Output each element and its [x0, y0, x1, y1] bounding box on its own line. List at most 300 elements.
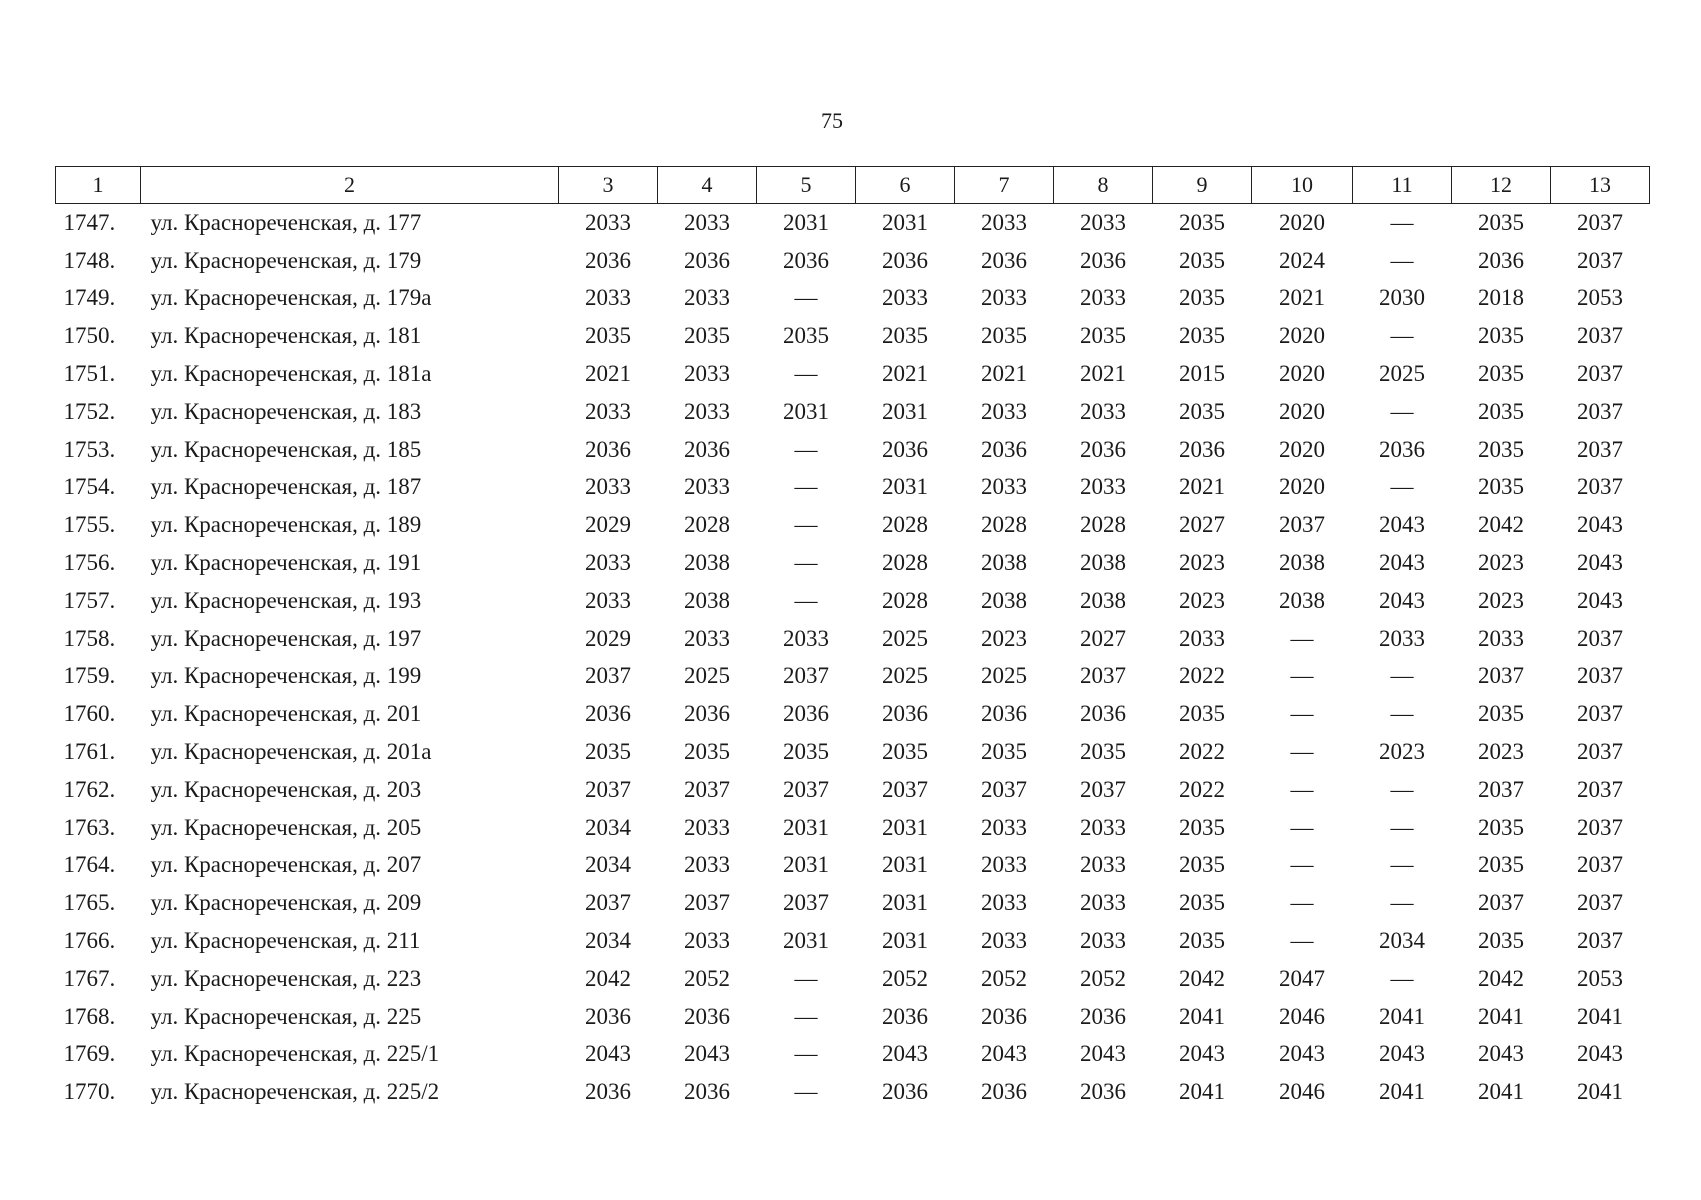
year-cell-col-4: 2033	[684, 852, 730, 878]
year-cell-col-7: 2033	[981, 814, 1027, 840]
year-cell-col-13: 2043	[1577, 1041, 1623, 1067]
year-cell-col-4: 2033	[684, 814, 730, 840]
year-cell-col-3: 2034	[585, 928, 631, 954]
year-cell-col-3: 2035	[585, 323, 631, 349]
row-number: 1762.	[63, 776, 116, 802]
table-row	[56, 922, 1650, 960]
year-cell-col-7: 2033	[981, 890, 1027, 916]
year-cell-col-11: 2034	[1379, 928, 1425, 954]
year-cell-col-5: 2031	[783, 398, 829, 424]
year-cell-col-8: 2052	[1080, 965, 1126, 991]
year-cell-col-6: 2036	[882, 701, 928, 727]
address-cell: ул. Краснореченская, д. 225/2	[150, 1079, 440, 1105]
column-header-10: 10	[1252, 167, 1353, 204]
year-cell-col-8: 2021	[1080, 361, 1126, 387]
year-cell-col-4: 2035	[684, 323, 730, 349]
year-cell-col-12: 2035	[1478, 928, 1524, 954]
year-cell-col-10: 2021	[1279, 285, 1325, 311]
address-cell: ул. Краснореченская, д. 187	[150, 474, 422, 500]
year-cell-col-7: 2035	[981, 739, 1027, 765]
year-cell-col-6: 2036	[882, 1079, 928, 1105]
year-cell-col-6: 2028	[882, 550, 928, 576]
year-cell-col-4: 2037	[684, 890, 730, 916]
year-cell-col-9: 2035	[1179, 928, 1225, 954]
row-number: 1767.	[63, 965, 116, 991]
year-cell-col-6: 2021	[882, 361, 928, 387]
year-cell-col-3: 2035	[585, 739, 631, 765]
year-cell-col-11: 2041	[1379, 1003, 1425, 1029]
year-cell-col-5: —	[794, 436, 818, 462]
year-cell-col-13: 2041	[1577, 1003, 1623, 1029]
row-number: 1758.	[63, 625, 116, 651]
address-cell: ул. Краснореченская, д. 191	[150, 550, 422, 576]
year-cell-col-11: 2030	[1379, 285, 1425, 311]
year-cell-col-7: 2036	[981, 701, 1027, 727]
page-number: 75	[821, 108, 843, 133]
year-cell-col-3: 2029	[585, 512, 631, 538]
year-cell-col-8: 2035	[1080, 323, 1126, 349]
year-cell-col-7: 2021	[981, 361, 1027, 387]
year-cell-col-3: 2042	[585, 965, 631, 991]
year-cell-col-3: 2037	[585, 663, 631, 689]
year-cell-col-7: 2043	[981, 1041, 1027, 1067]
address-cell: ул. Краснореченская, д. 223	[150, 965, 422, 991]
year-cell-col-6: 2028	[882, 512, 928, 538]
year-cell-col-4: 2033	[684, 928, 730, 954]
year-cell-col-10: —	[1290, 625, 1314, 651]
year-cell-col-13: 2037	[1577, 209, 1623, 235]
table-row	[56, 620, 1650, 658]
year-cell-col-5: 2037	[783, 663, 829, 689]
year-cell-col-9: 2035	[1179, 890, 1225, 916]
year-cell-col-3: 2033	[585, 587, 631, 613]
year-cell-col-5: 2031	[783, 852, 829, 878]
row-number: 1751.	[63, 361, 116, 387]
year-cell-col-6: 2028	[882, 587, 928, 613]
year-cell-col-11: 2043	[1379, 1041, 1425, 1067]
year-cell-col-11: —	[1390, 398, 1414, 424]
row-number: 1759.	[63, 663, 116, 689]
year-cell-col-10: 2037	[1279, 512, 1325, 538]
header-row	[56, 167, 1650, 204]
row-number: 1761.	[63, 739, 116, 765]
address-cell: ул. Краснореченская, д. 197	[150, 625, 422, 651]
year-cell-col-8: 2038	[1080, 587, 1126, 613]
year-cell-col-3: 2036	[585, 1079, 631, 1105]
year-cell-col-12: 2037	[1478, 890, 1524, 916]
address-cell: ул. Краснореченская, д. 205	[150, 814, 422, 840]
year-cell-col-10: 2020	[1279, 436, 1325, 462]
year-cell-col-11: —	[1390, 965, 1414, 991]
year-cell-col-7: 2023	[981, 625, 1027, 651]
row-number: 1760.	[63, 701, 116, 727]
year-cell-col-13: 2037	[1577, 398, 1623, 424]
year-cell-col-3: 2043	[585, 1041, 631, 1067]
year-cell-col-12: 2043	[1478, 1041, 1524, 1067]
year-cell-col-9: 2035	[1179, 814, 1225, 840]
year-cell-col-8: 2027	[1080, 625, 1126, 651]
year-cell-col-4: 2036	[684, 436, 730, 462]
address-cell: ул. Краснореченская, д. 179	[150, 247, 422, 273]
year-cell-col-7: 2052	[981, 965, 1027, 991]
year-cell-col-13: 2037	[1577, 323, 1623, 349]
year-cell-col-6: 2035	[882, 739, 928, 765]
year-cell-col-8: 2036	[1080, 247, 1126, 273]
year-cell-col-7: 2033	[981, 928, 1027, 954]
year-cell-col-8: 2028	[1080, 512, 1126, 538]
year-cell-col-10: 2046	[1279, 1079, 1325, 1105]
row-number: 1748.	[63, 247, 116, 273]
year-cell-col-10: 2020	[1279, 474, 1325, 500]
column-header-6: 6	[856, 167, 955, 204]
row-number: 1752.	[63, 398, 116, 424]
year-cell-col-11: —	[1390, 663, 1414, 689]
row-number: 1755.	[63, 512, 116, 538]
year-cell-col-5: 2037	[783, 776, 829, 802]
year-cell-col-7: 2036	[981, 1079, 1027, 1105]
year-cell-col-12: 2035	[1478, 398, 1524, 424]
table-row	[56, 393, 1650, 431]
year-cell-col-9: 2033	[1179, 625, 1225, 651]
address-cell: ул. Краснореченская, д. 201а	[150, 739, 432, 765]
year-cell-col-10: 2020	[1279, 323, 1325, 349]
table-row	[56, 544, 1650, 582]
table-row	[56, 809, 1650, 847]
table-row	[56, 960, 1650, 998]
year-cell-col-12: 2035	[1478, 209, 1524, 235]
year-cell-col-3: 2034	[585, 814, 631, 840]
year-cell-col-9: 2036	[1179, 436, 1225, 462]
year-cell-col-9: 2023	[1179, 587, 1225, 613]
year-cell-col-12: 2042	[1478, 512, 1524, 538]
table-row	[56, 280, 1650, 318]
year-cell-col-4: 2033	[684, 285, 730, 311]
year-cell-col-13: 2037	[1577, 814, 1623, 840]
year-cell-col-4: 2036	[684, 701, 730, 727]
year-cell-col-8: 2043	[1080, 1041, 1126, 1067]
table-row	[56, 506, 1650, 544]
year-cell-col-5: —	[794, 965, 818, 991]
year-cell-col-5: —	[794, 361, 818, 387]
year-cell-col-11: —	[1390, 247, 1414, 273]
year-cell-col-13: 2043	[1577, 550, 1623, 576]
table-row	[56, 733, 1650, 771]
row-number: 1756.	[63, 550, 116, 576]
year-cell-col-10: 2043	[1279, 1041, 1325, 1067]
year-cell-col-8: 2038	[1080, 550, 1126, 576]
year-cell-col-11: 2041	[1379, 1079, 1425, 1105]
address-cell: ул. Краснореченская, д. 185	[150, 436, 422, 462]
row-number: 1753.	[63, 436, 116, 462]
year-cell-col-4: 2036	[684, 247, 730, 273]
column-header-3: 3	[559, 167, 658, 204]
year-cell-col-12: 2035	[1478, 852, 1524, 878]
year-cell-col-8: 2033	[1080, 928, 1126, 954]
column-header-7: 7	[955, 167, 1054, 204]
year-cell-col-3: 2034	[585, 852, 631, 878]
year-cell-col-5: 2036	[783, 701, 829, 727]
year-cell-col-10: 2038	[1279, 550, 1325, 576]
year-cell-col-10: 2047	[1279, 965, 1325, 991]
year-cell-col-9: 2041	[1179, 1003, 1225, 1029]
year-cell-col-8: 2036	[1080, 701, 1126, 727]
year-cell-col-11: —	[1390, 474, 1414, 500]
year-cell-col-5: 2031	[783, 928, 829, 954]
year-cell-col-6: 2031	[882, 209, 928, 235]
year-cell-col-10: —	[1290, 814, 1314, 840]
year-cell-col-6: 2025	[882, 663, 928, 689]
year-cell-col-11: —	[1390, 776, 1414, 802]
column-header-13: 13	[1551, 167, 1650, 204]
year-cell-col-12: 2037	[1478, 663, 1524, 689]
year-cell-col-5: —	[794, 1003, 818, 1029]
year-cell-col-5: 2036	[783, 247, 829, 273]
year-cell-col-3: 2029	[585, 625, 631, 651]
year-cell-col-10: —	[1290, 928, 1314, 954]
table-row	[56, 1073, 1650, 1111]
year-cell-col-5: 2031	[783, 814, 829, 840]
year-cell-col-7: 2037	[981, 776, 1027, 802]
year-cell-col-5: —	[794, 285, 818, 311]
row-number: 1754.	[63, 474, 116, 500]
address-cell: ул. Краснореченская, д. 193	[150, 587, 422, 613]
address-cell: ул. Краснореченская, д. 183	[150, 398, 422, 424]
year-cell-col-12: 2035	[1478, 474, 1524, 500]
year-cell-col-7: 2033	[981, 285, 1027, 311]
year-cell-col-13: 2041	[1577, 1079, 1623, 1105]
year-cell-col-5: 2035	[783, 323, 829, 349]
year-cell-col-3: 2033	[585, 474, 631, 500]
year-cell-col-7: 2036	[981, 436, 1027, 462]
year-cell-col-5: —	[794, 474, 818, 500]
year-cell-col-6: 2035	[882, 323, 928, 349]
year-cell-col-5: 2035	[783, 739, 829, 765]
year-cell-col-8: 2035	[1080, 739, 1126, 765]
year-cell-col-8: 2033	[1080, 890, 1126, 916]
year-cell-col-13: 2037	[1577, 625, 1623, 651]
table-row	[56, 771, 1650, 809]
year-cell-col-9: 2035	[1179, 701, 1225, 727]
year-cell-col-3: 2036	[585, 436, 631, 462]
year-cell-col-5: —	[794, 550, 818, 576]
year-cell-col-10: —	[1290, 852, 1314, 878]
year-cell-col-7: 2033	[981, 209, 1027, 235]
row-number: 1763.	[63, 814, 116, 840]
year-cell-col-9: 2022	[1179, 776, 1225, 802]
year-cell-col-4: 2033	[684, 398, 730, 424]
address-cell: ул. Краснореченская, д. 189	[150, 512, 422, 538]
year-cell-col-12: 2035	[1478, 814, 1524, 840]
year-cell-col-6: 2031	[882, 398, 928, 424]
year-cell-col-13: 2037	[1577, 776, 1623, 802]
year-cell-col-6: 2036	[882, 1003, 928, 1029]
address-cell: ул. Краснореченская, д. 203	[150, 776, 422, 802]
address-cell: ул. Краснореченская, д. 181	[150, 323, 422, 349]
year-cell-col-7: 2038	[981, 550, 1027, 576]
year-cell-col-12: 2036	[1478, 247, 1524, 273]
year-cell-col-11: —	[1390, 890, 1414, 916]
year-cell-col-6: 2031	[882, 928, 928, 954]
year-cell-col-4: 2025	[684, 663, 730, 689]
year-cell-col-13: 2053	[1577, 965, 1623, 991]
year-cell-col-6: 2031	[882, 890, 928, 916]
year-cell-col-8: 2036	[1080, 436, 1126, 462]
year-cell-col-3: 2033	[585, 550, 631, 576]
address-cell: ул. Краснореченская, д. 181а	[150, 361, 432, 387]
year-cell-col-4: 2028	[684, 512, 730, 538]
table-row	[56, 884, 1650, 922]
year-cell-col-13: 2037	[1577, 739, 1623, 765]
year-cell-col-11: 2043	[1379, 550, 1425, 576]
row-number: 1757.	[63, 587, 116, 613]
year-cell-col-3: 2021	[585, 361, 631, 387]
year-cell-col-10: —	[1290, 739, 1314, 765]
year-cell-col-3: 2036	[585, 247, 631, 273]
year-cell-col-3: 2036	[585, 701, 631, 727]
year-cell-col-13: 2037	[1577, 890, 1623, 916]
year-cell-col-12: 2042	[1478, 965, 1524, 991]
table-row	[56, 658, 1650, 696]
year-cell-col-12: 2037	[1478, 776, 1524, 802]
year-cell-col-4: 2036	[684, 1079, 730, 1105]
year-cell-col-8: 2033	[1080, 474, 1126, 500]
column-header-5: 5	[757, 167, 856, 204]
year-cell-col-4: 2033	[684, 474, 730, 500]
table-row	[56, 469, 1650, 507]
year-cell-col-13: 2037	[1577, 701, 1623, 727]
address-cell: ул. Краснореченская, д. 177	[150, 209, 422, 235]
year-cell-col-9: 2022	[1179, 739, 1225, 765]
year-cell-col-13: 2037	[1577, 928, 1623, 954]
year-cell-col-10: —	[1290, 776, 1314, 802]
year-cell-col-10: 2020	[1279, 361, 1325, 387]
year-cell-col-6: 2025	[882, 625, 928, 651]
year-cell-col-8: 2033	[1080, 852, 1126, 878]
year-cell-col-11: —	[1390, 701, 1414, 727]
table-row	[56, 317, 1650, 355]
year-cell-col-8: 2033	[1080, 398, 1126, 424]
year-cell-col-7: 2025	[981, 663, 1027, 689]
year-cell-col-4: 2033	[684, 625, 730, 651]
table-row	[56, 847, 1650, 885]
year-cell-col-7: 2036	[981, 1003, 1027, 1029]
address-cell: ул. Краснореченская, д. 199	[150, 663, 422, 689]
table-row	[56, 582, 1650, 620]
year-cell-col-9: 2035	[1179, 285, 1225, 311]
year-cell-col-9: 2035	[1179, 247, 1225, 273]
year-cell-col-12: 2033	[1478, 625, 1524, 651]
year-cell-col-9: 2035	[1179, 852, 1225, 878]
address-cell: ул. Краснореченская, д. 209	[150, 890, 422, 916]
year-cell-col-13: 2053	[1577, 285, 1623, 311]
address-cell: ул. Краснореченская, д. 179а	[150, 285, 432, 311]
year-cell-col-9: 2023	[1179, 550, 1225, 576]
year-cell-col-11: —	[1390, 323, 1414, 349]
year-cell-col-7: 2028	[981, 512, 1027, 538]
year-cell-col-9: 2042	[1179, 965, 1225, 991]
year-cell-col-7: 2033	[981, 852, 1027, 878]
year-cell-col-13: 2037	[1577, 436, 1623, 462]
year-cell-col-5: 2031	[783, 209, 829, 235]
row-number: 1750.	[63, 323, 116, 349]
year-cell-col-9: 2035	[1179, 209, 1225, 235]
table-row	[56, 998, 1650, 1036]
year-cell-col-5: 2033	[783, 625, 829, 651]
column-header-2: 2	[141, 167, 559, 204]
year-cell-col-11: —	[1390, 852, 1414, 878]
year-cell-col-10: 2020	[1279, 398, 1325, 424]
year-cell-col-3: 2037	[585, 776, 631, 802]
year-cell-col-10: 2020	[1279, 209, 1325, 235]
year-cell-col-6: 2036	[882, 436, 928, 462]
year-cell-col-5: —	[794, 512, 818, 538]
column-header-12: 12	[1452, 167, 1551, 204]
row-number: 1770.	[63, 1079, 116, 1105]
year-cell-col-10: 2038	[1279, 587, 1325, 613]
year-cell-col-12: 2035	[1478, 701, 1524, 727]
year-cell-col-13: 2037	[1577, 663, 1623, 689]
year-cell-col-9: 2041	[1179, 1079, 1225, 1105]
year-cell-col-7: 2035	[981, 323, 1027, 349]
year-cell-col-11: 2033	[1379, 625, 1425, 651]
year-cell-col-12: 2041	[1478, 1003, 1524, 1029]
year-cell-col-10: 2046	[1279, 1003, 1325, 1029]
column-header-8: 8	[1054, 167, 1153, 204]
address-cell: ул. Краснореченская, д. 201	[150, 701, 422, 727]
year-cell-col-4: 2036	[684, 1003, 730, 1029]
year-cell-col-6: 2037	[882, 776, 928, 802]
year-cell-col-12: 2035	[1478, 436, 1524, 462]
column-header-4: 4	[658, 167, 757, 204]
year-cell-col-8: 2037	[1080, 663, 1126, 689]
column-header-1: 1	[56, 167, 141, 204]
column-header-9: 9	[1153, 167, 1252, 204]
year-cell-col-11: 2036	[1379, 436, 1425, 462]
year-cell-col-13: 2037	[1577, 247, 1623, 273]
year-cell-col-4: 2038	[684, 550, 730, 576]
year-cell-col-6: 2031	[882, 474, 928, 500]
year-cell-col-9: 2043	[1179, 1041, 1225, 1067]
year-cell-col-3: 2033	[585, 209, 631, 235]
year-cell-col-12: 2035	[1478, 323, 1524, 349]
year-cell-col-4: 2052	[684, 965, 730, 991]
year-cell-col-6: 2036	[882, 247, 928, 273]
year-cell-col-12: 2041	[1478, 1079, 1524, 1105]
column-header-11: 11	[1353, 167, 1452, 204]
address-cell: ул. Краснореченская, д. 225	[150, 1003, 422, 1029]
row-number: 1764.	[63, 852, 116, 878]
year-cell-col-13: 2037	[1577, 852, 1623, 878]
year-cell-col-12: 2023	[1478, 587, 1524, 613]
table-row	[56, 1036, 1650, 1074]
address-cell: ул. Краснореченская, д. 207	[150, 852, 422, 878]
year-cell-col-10: 2024	[1279, 247, 1325, 273]
table-row	[56, 695, 1650, 733]
address-cell: ул. Краснореченская, д. 211	[150, 928, 421, 954]
year-cell-col-9: 2022	[1179, 663, 1225, 689]
year-cell-col-11: 2043	[1379, 512, 1425, 538]
schedule-table	[55, 166, 1650, 1111]
year-cell-col-3: 2037	[585, 890, 631, 916]
year-cell-col-4: 2033	[684, 361, 730, 387]
row-number: 1769.	[63, 1041, 116, 1067]
year-cell-col-11: —	[1390, 814, 1414, 840]
year-cell-col-4: 2033	[684, 209, 730, 235]
row-number: 1747.	[63, 209, 116, 235]
year-cell-col-12: 2018	[1478, 285, 1524, 311]
year-cell-col-8: 2036	[1080, 1079, 1126, 1105]
year-cell-col-6: 2031	[882, 814, 928, 840]
